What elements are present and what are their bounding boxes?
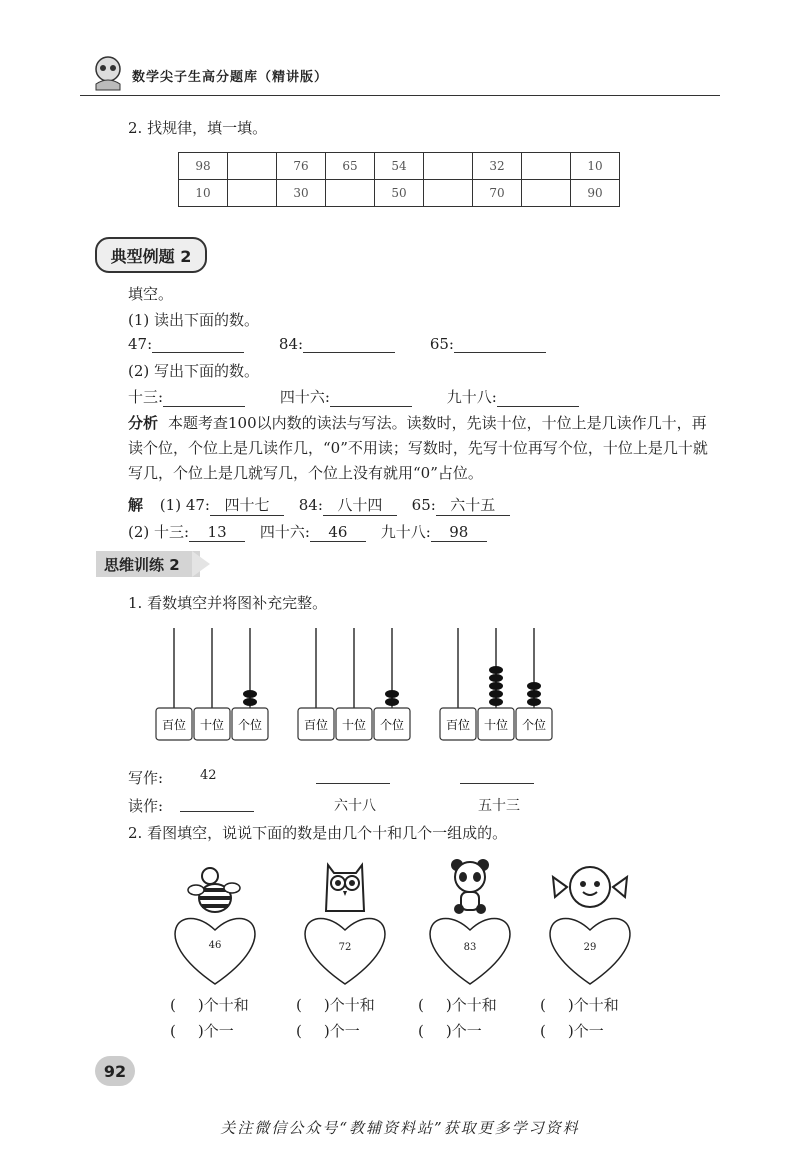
written-blank-3[interactable] <box>460 768 534 784</box>
table-cell[interactable] <box>228 153 277 180</box>
part2-row <box>128 386 579 407</box>
table-cell[interactable]: 10 <box>571 153 620 180</box>
answer-blank[interactable] <box>330 391 412 407</box>
table-row <box>179 180 620 207</box>
table-cell[interactable]: 76 <box>277 153 326 180</box>
solution-q: 84: <box>298 496 323 514</box>
solution-answer: 八十四 <box>323 494 397 516</box>
solution-q: 四十六: <box>259 523 310 541</box>
prompt-98: 九十八: <box>446 388 497 406</box>
analysis-label: 分析 <box>128 414 159 432</box>
pattern-question-title: 2. 找规律，填一填。 <box>128 119 268 137</box>
mascot-logo <box>88 52 128 92</box>
tens-text: )个十和 <box>445 996 497 1014</box>
place-label: 百位 <box>303 718 329 732</box>
footer-note: 关注微信公众号“教辅资料站”获取更多学习资料 <box>220 1119 580 1137</box>
part1-row <box>128 335 546 353</box>
solution-q: 47: <box>185 496 210 514</box>
table-cell[interactable] <box>228 180 277 207</box>
training-tag-arrow <box>192 551 210 577</box>
ones-blank-2[interactable] <box>296 1020 360 1041</box>
part2-title: (2) 写出下面的数。 <box>128 362 260 380</box>
tens-blank-2[interactable] <box>296 994 375 1015</box>
solution-answer: 98 <box>431 523 487 542</box>
open-paren: ( <box>170 1022 176 1040</box>
heart-card-candy <box>545 865 635 990</box>
table-cell[interactable] <box>326 180 375 207</box>
table-cell[interactable] <box>424 153 473 180</box>
place-label: 十位 <box>483 718 509 732</box>
header-divider <box>80 95 720 96</box>
open-paren: ( <box>170 996 176 1014</box>
solution-row-2 <box>128 521 487 542</box>
tens-text: )个十和 <box>197 996 249 1014</box>
place-label: 个位 <box>521 718 547 732</box>
read-blank-1[interactable] <box>180 796 254 812</box>
solution-part2-prefix: (2) <box>128 523 150 541</box>
ones-text: )个一 <box>445 1022 482 1040</box>
tens-blank-1[interactable] <box>170 994 249 1015</box>
training-q2-title: 2. 看图填空，说说下面的数是由几个十和几个一组成的。 <box>128 824 508 842</box>
table-cell[interactable]: 50 <box>375 180 424 207</box>
open-paren: ( <box>296 1022 302 1040</box>
training-q1-title: 1. 看数填空并将图补充完整。 <box>128 594 328 612</box>
place-label: 个位 <box>379 718 405 732</box>
ones-blank-1[interactable] <box>170 1020 234 1041</box>
example-instruction: 填空。 <box>128 285 174 303</box>
candy-icon <box>545 865 635 990</box>
training-tag: 思维训练 2 <box>96 551 200 577</box>
tens-blank-4[interactable] <box>540 994 619 1015</box>
open-paren: ( <box>540 996 546 1014</box>
owl-icon <box>300 855 390 990</box>
panda-icon <box>425 855 515 990</box>
ones-blank-4[interactable] <box>540 1020 604 1041</box>
heart-number: 29 <box>583 942 597 953</box>
book-title: 数学尖子生高分题库（精讲版） <box>132 70 329 85</box>
prompt-84: 84: <box>278 335 304 353</box>
solution-answer: 46 <box>310 523 366 542</box>
ones-text: )个一 <box>197 1022 234 1040</box>
heart-card-owl <box>300 855 390 990</box>
ones-text: )个一 <box>323 1022 360 1040</box>
tens-text: )个十和 <box>323 996 375 1014</box>
place-label: 十位 <box>199 718 225 732</box>
prompt-13: 十三: <box>128 388 164 406</box>
solution-q: 65: <box>411 496 436 514</box>
abacus-bead[interactable] <box>527 698 541 706</box>
answer-blank[interactable] <box>152 337 244 353</box>
table-cell[interactable]: 90 <box>571 180 620 207</box>
solution-answer: 六十五 <box>436 494 510 516</box>
table-cell[interactable]: 65 <box>326 153 375 180</box>
abacus-bead[interactable] <box>489 674 503 682</box>
answer-blank[interactable] <box>497 391 579 407</box>
place-label: 十位 <box>341 718 367 732</box>
tens-text: )个十和 <box>567 996 619 1014</box>
table-cell[interactable]: 32 <box>473 153 522 180</box>
table-cell[interactable]: 54 <box>375 153 424 180</box>
answer-blank[interactable] <box>163 391 245 407</box>
heart-number: 46 <box>208 940 222 951</box>
open-paren: ( <box>540 1022 546 1040</box>
bee-icon <box>170 860 260 990</box>
table-row <box>179 153 620 180</box>
abacus-bead[interactable] <box>243 690 257 698</box>
table-cell[interactable]: 30 <box>277 180 326 207</box>
abacus-bead[interactable] <box>489 698 503 706</box>
abacus-bead[interactable] <box>385 690 399 698</box>
open-paren: ( <box>418 1022 424 1040</box>
abacus-bead[interactable] <box>489 690 503 698</box>
open-paren: ( <box>296 996 302 1014</box>
read-label: 读作: <box>128 797 164 815</box>
place-label: 百位 <box>445 718 471 732</box>
table-cell[interactable]: 98 <box>179 153 228 180</box>
read-value-3: 五十三 <box>478 798 520 814</box>
heart-number: 83 <box>463 942 477 953</box>
answer-blank[interactable] <box>303 337 395 353</box>
table-cell[interactable]: 70 <box>473 180 522 207</box>
part1-title: (1) 读出下面的数。 <box>128 311 260 329</box>
abacus-bead[interactable] <box>385 698 399 706</box>
analysis-text: 本题考查100以内数的读法与写法。读数时，先读十位，十位上是几读作几十，再读个位，个位上是几读作几，“0”不用读；写数时，先写十位再写个位，十位上是几十就写几，个位上是几就写几，个位上没有就用“0”占位。 <box>128 414 708 482</box>
abacus-bead[interactable] <box>527 682 541 690</box>
tens-blank-3[interactable] <box>418 994 497 1015</box>
solution-row-1 <box>128 494 510 516</box>
example-tag: 典型例题 2 <box>95 237 207 273</box>
abacus-bead[interactable] <box>243 698 257 706</box>
write-label: 写作: <box>128 769 164 787</box>
ones-text: )个一 <box>567 1022 604 1040</box>
answer-blank[interactable] <box>454 337 546 353</box>
table-cell[interactable] <box>424 180 473 207</box>
heart-card-bee <box>170 860 260 990</box>
solution-q: 九十八: <box>380 523 431 541</box>
open-paren: ( <box>418 996 424 1014</box>
solution-answer: 13 <box>189 523 245 542</box>
abacus-bead[interactable] <box>489 682 503 690</box>
place-label: 百位 <box>161 718 187 732</box>
solution-q: 十三: <box>154 523 190 541</box>
solution-label: 解 <box>128 496 144 514</box>
prompt-47: 47: <box>128 335 153 353</box>
pattern-table <box>178 152 620 207</box>
analysis-paragraph <box>128 411 718 486</box>
table-cell[interactable]: 10 <box>179 180 228 207</box>
ones-blank-3[interactable] <box>418 1020 482 1041</box>
read-value-2: 六十八 <box>334 798 376 814</box>
abacus-figure <box>150 620 570 750</box>
solution-part1-prefix: (1) <box>159 496 182 514</box>
written-value-1: 42 <box>200 768 217 783</box>
written-blank-2[interactable] <box>316 768 390 784</box>
table-cell[interactable] <box>522 180 571 207</box>
abacus-bead[interactable] <box>527 690 541 698</box>
abacus-bead[interactable] <box>489 666 503 674</box>
heart-card-panda <box>425 855 515 990</box>
page-number: 92 <box>95 1056 135 1086</box>
heart-number: 72 <box>338 942 352 953</box>
prompt-65: 65: <box>429 335 454 353</box>
solution-answer: 四十七 <box>210 494 284 516</box>
table-cell[interactable] <box>522 153 571 180</box>
prompt-46: 四十六: <box>279 388 330 406</box>
place-label: 个位 <box>237 718 263 732</box>
